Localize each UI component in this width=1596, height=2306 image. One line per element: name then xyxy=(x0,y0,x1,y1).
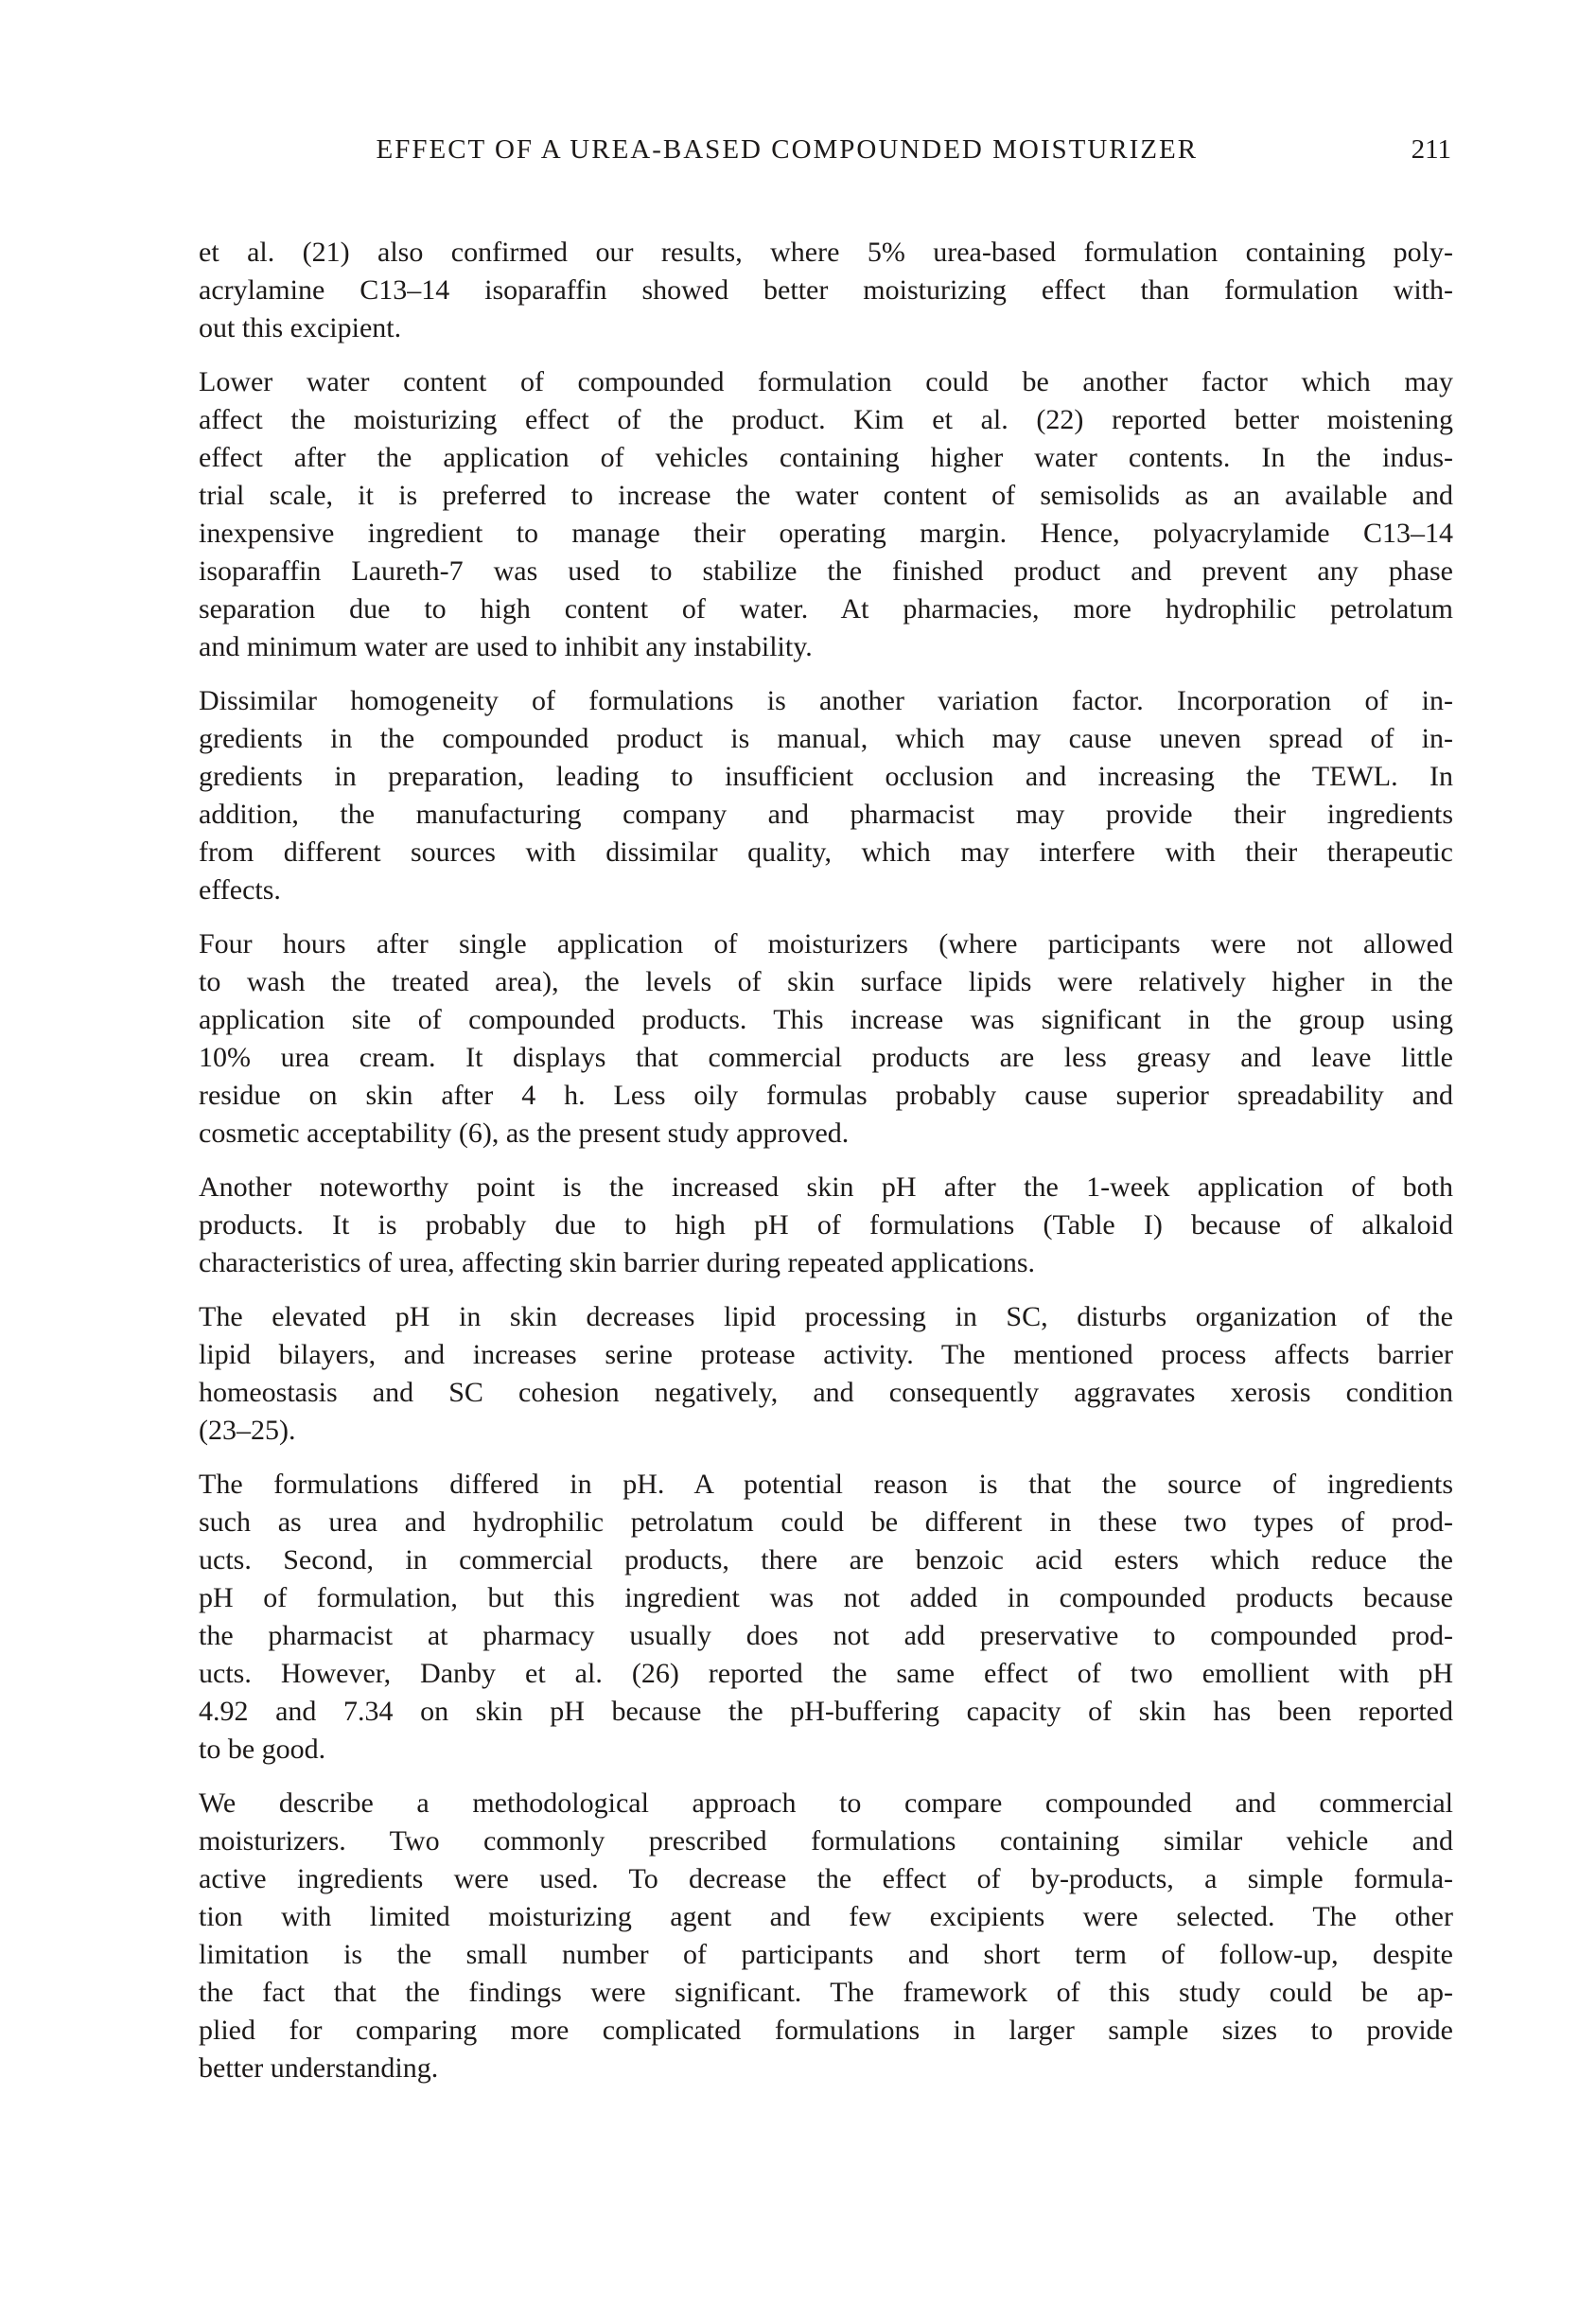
paragraph xyxy=(199,682,1453,909)
text-line: products. It is probably due to high pH of formulations (Table I) because of alkaloid xyxy=(199,1209,1453,1241)
paragraph xyxy=(199,234,1453,347)
paragraph xyxy=(199,363,1453,666)
text-line: gredients in the compounded product is manual, which may cause uneven spread of in- xyxy=(199,723,1453,754)
article-body xyxy=(199,234,1453,2104)
text-line: acrylamine C13–14 isoparaffin showed better moisturizing effect than formulation with- xyxy=(199,274,1453,306)
text-line: gredients in preparation, leading to insufficient occlusion and increasing the TEWL. In xyxy=(199,761,1453,792)
text-line: pH of formulation, but this ingredient was not added in compounded products because xyxy=(199,1582,1453,1613)
text-line: addition, the manufacturing company and pharmacist may provide their ingredients xyxy=(199,799,1453,830)
text-line: inexpensive ingredient to manage their operating margin. Hence, polyacrylamide C13–14 xyxy=(199,518,1453,549)
text-line: homeostasis and SC cohesion negatively, and consequently aggravates xerosis condition xyxy=(199,1377,1453,1408)
text-line: The elevated pH in skin decreases lipid processing in SC, disturbs organization of the xyxy=(199,1301,1453,1332)
text-line: from different sources with dissimilar quality, which may interfere with their therapeutic xyxy=(199,836,1453,868)
text-line: Dissimilar homogeneity of formulations is another variation factor. Incorporation of in- xyxy=(199,685,1453,716)
text-line: the pharmacist at pharmacy usually does not add preservative to compounded prod- xyxy=(199,1620,1453,1651)
text-line: plied for comparing more complicated formulations in larger sample sizes to provide xyxy=(199,2015,1453,2046)
text-line: out this excipient. xyxy=(199,312,402,343)
text-line: affect the moisturizing effect of the product. Kim et al. (22) reported better moistening xyxy=(199,404,1453,435)
text-line: 4.92 and 7.34 on skin pH because the pH-buffering capacity of skin has been reported xyxy=(199,1696,1453,1727)
text-line: effects. xyxy=(199,874,281,906)
text-line: (23–25). xyxy=(199,1415,296,1446)
paragraph xyxy=(199,1169,1453,1282)
text-line: separation due to high content of water. At pharmacies, more hydrophilic petrolatum xyxy=(199,593,1453,625)
text-line: trial scale, it is preferred to increase the water content of semisolids as an available and xyxy=(199,480,1453,511)
text-line: et al. (21) also confirmed our results, where 5% urea-based formulation containing poly- xyxy=(199,237,1453,268)
paragraph xyxy=(199,1785,1453,2087)
text-line: isoparaffin Laureth-7 was used to stabilize the finished product and prevent any phase xyxy=(199,555,1453,587)
text-line: Lower water content of compounded formulation could be another factor which may xyxy=(199,366,1453,397)
text-line: tion with limited moisturizing agent and few excipients were selected. The other xyxy=(199,1901,1453,1932)
text-line: We describe a methodological approach to compare compounded and commercial xyxy=(199,1787,1453,1819)
text-line: residue on skin after 4 h. Less oily formulas probably cause superior spreadability and xyxy=(199,1080,1453,1111)
text-line: ucts. Second, in commercial products, there are benzoic acid esters which reduce the xyxy=(199,1544,1453,1575)
text-line: to wash the treated area), the levels of skin surface lipids were relatively higher in the xyxy=(199,966,1453,997)
page-number: 211 xyxy=(1411,134,1451,165)
text-line: limitation is the small number of participants and short term of follow-up, despite xyxy=(199,1939,1453,1970)
text-line: lipid bilayers, and increases serine protease activity. The mentioned process affects barrier xyxy=(199,1339,1453,1370)
text-line: Four hours after single application of moisturizers (where participants were not allowed xyxy=(199,928,1453,959)
page-title: EFFECT OF A UREA-BASED COMPOUNDED MOISTURIZER xyxy=(376,134,1199,165)
text-line: characteristics of urea, affecting skin barrier during repeated applications. xyxy=(199,1247,1036,1278)
text-line: to be good. xyxy=(199,1734,326,1765)
text-line: The formulations differed in pH. A potential reason is that the source of ingredients xyxy=(199,1469,1453,1500)
text-line: moisturizers. Two commonly prescribed formulations containing similar vehicle and xyxy=(199,1825,1453,1857)
text-line: better understanding. xyxy=(199,2052,439,2084)
text-line: application site of compounded products. This increase was significant in the group using xyxy=(199,1004,1453,1035)
paragraph xyxy=(199,1466,1453,1769)
text-line: effect after the application of vehicles containing higher water contents. In the indus- xyxy=(199,442,1453,473)
text-line: the fact that the findings were significant. The framework of this study could be ap- xyxy=(199,1977,1453,2008)
text-line: and minimum water are used to inhibit any instability. xyxy=(199,631,813,662)
running-head xyxy=(201,134,1451,166)
text-line: Another noteworthy point is the increased skin pH after the 1-week application of both xyxy=(199,1171,1453,1203)
paragraph xyxy=(199,925,1453,1153)
text-line: ucts. However, Danby et al. (26) reported the same effect of two emollient with pH xyxy=(199,1658,1453,1689)
text-line: such as urea and hydrophilic petrolatum could be different in these two types of prod- xyxy=(199,1506,1453,1538)
paragraph xyxy=(199,1298,1453,1450)
text-line: 10% urea cream. It displays that commercial products are less greasy and leave little xyxy=(199,1042,1453,1073)
text-line: active ingredients were used. To decrease the effect of by-products, a simple formula- xyxy=(199,1863,1453,1894)
text-line: cosmetic acceptability (6), as the present study approved. xyxy=(199,1118,850,1149)
